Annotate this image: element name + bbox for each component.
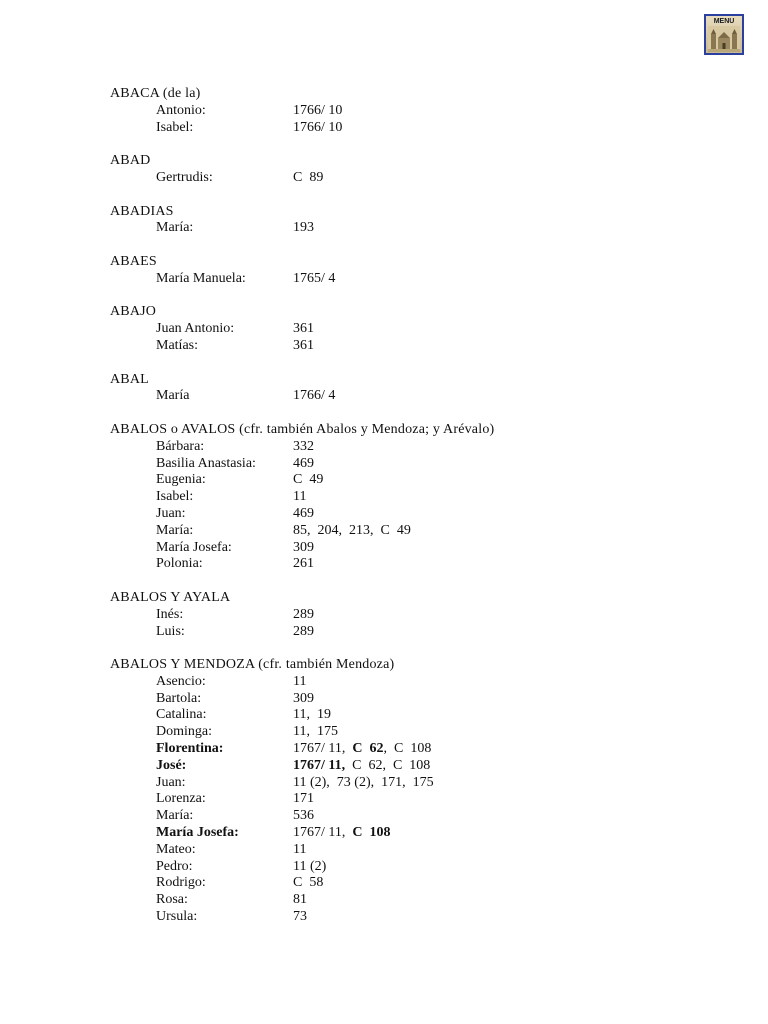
- given-name: Ursula:: [156, 909, 198, 925]
- given-name: Isabel:: [156, 489, 194, 505]
- index-entry: [110, 859, 670, 876]
- given-name: María Manuela:: [156, 270, 246, 286]
- index-entry: [110, 388, 670, 405]
- surname-heading: ABALOS Y AYALA: [110, 589, 231, 605]
- reference-segment: 1766/ 4: [293, 388, 336, 404]
- surname-group: [110, 657, 670, 926]
- surname-group: [110, 304, 670, 354]
- index-entry: [110, 825, 670, 842]
- page-references: [293, 556, 314, 573]
- given-name: María:: [156, 522, 194, 538]
- page-references: [293, 170, 323, 187]
- page-references: [293, 691, 314, 708]
- page-references: [293, 859, 326, 876]
- page-references: [293, 220, 314, 237]
- surname-group: [110, 86, 670, 136]
- page-references: [293, 875, 323, 892]
- index-entry: [110, 691, 670, 708]
- index-entry: [110, 103, 670, 120]
- index-entry: [110, 741, 670, 758]
- page-references: [293, 506, 314, 523]
- page-references: [293, 607, 314, 624]
- reference-segment: 11 (2), 73 (2), 171, 175: [293, 774, 434, 790]
- index-entry: [110, 338, 670, 355]
- reference-segment: 361: [293, 337, 314, 353]
- page-references: [293, 321, 314, 338]
- page-references: [293, 724, 338, 741]
- page-references: [293, 707, 331, 724]
- reference-segment: 536: [293, 808, 314, 824]
- surname-heading: ABALOS Y MENDOZA (cfr. también Mendoza): [110, 657, 395, 673]
- page-references: [293, 825, 391, 842]
- page-references: [293, 103, 342, 120]
- index-entry: [110, 909, 670, 926]
- page-references: [293, 775, 434, 792]
- reference-segment: 469: [293, 505, 314, 521]
- page-references: [293, 808, 314, 825]
- given-name: Matías:: [156, 337, 198, 353]
- index-entry: [110, 321, 670, 338]
- surname-group: [110, 422, 670, 573]
- given-name: Bartola:: [156, 690, 202, 706]
- index-entry: [110, 842, 670, 859]
- page-references: [293, 892, 307, 909]
- reference-segment: 1767/ 11,: [293, 741, 353, 757]
- reference-segment: C 89: [293, 169, 324, 185]
- index-entry: [110, 220, 670, 237]
- reference-segment: 11, 19: [293, 707, 331, 723]
- page-references: [293, 540, 314, 557]
- given-name: María:: [156, 220, 194, 236]
- given-name: Luis:: [156, 623, 185, 639]
- surname-heading: ABACA (de la): [110, 86, 201, 101]
- reference-segment: 11: [293, 841, 307, 857]
- surname-group: [110, 153, 670, 187]
- page-references: [293, 271, 335, 288]
- reference-segment: 332: [293, 438, 314, 454]
- page-references: [293, 758, 430, 775]
- given-name: Juan Antonio:: [156, 321, 235, 337]
- reference-segment: 309: [293, 690, 314, 706]
- index-entry: [110, 439, 670, 456]
- given-name: Juan:: [156, 505, 186, 521]
- reference-segment: , C 108: [383, 741, 432, 757]
- given-name: Eugenia:: [156, 472, 206, 488]
- reference-segment: C 62, C 108: [345, 757, 431, 773]
- index-entry: [110, 523, 670, 540]
- page-references: [293, 842, 306, 859]
- reference-segment: 11: [293, 673, 307, 689]
- page-references: [293, 674, 306, 691]
- reference-segment: 289: [293, 606, 314, 622]
- menu-label: MENU: [713, 18, 735, 25]
- reference-segment: 85, 204, 213, C 49: [293, 522, 411, 538]
- index-entry: [110, 791, 670, 808]
- reference-segment: 1767/ 11,: [293, 825, 353, 841]
- index-entry: [110, 506, 670, 523]
- index-entry: [110, 607, 670, 624]
- page-references: [293, 120, 342, 137]
- index-entry: [110, 808, 670, 825]
- page-references: [293, 909, 307, 926]
- surname-index: [110, 86, 670, 926]
- page-references: [293, 791, 314, 808]
- reference-segment: 469: [293, 455, 314, 471]
- given-name: Polonia:: [156, 556, 203, 572]
- reference-segment: 361: [293, 321, 314, 337]
- index-entry: [110, 758, 670, 775]
- surname-group: [110, 204, 670, 238]
- index-entry: [110, 556, 670, 573]
- index-entry: [110, 170, 670, 187]
- reference-segment: 309: [293, 539, 314, 555]
- given-name: Pedro:: [156, 858, 193, 874]
- index-entry: [110, 724, 670, 741]
- surname-group: [110, 590, 670, 640]
- given-name: Asencio:: [156, 673, 206, 689]
- index-entry: [110, 775, 670, 792]
- reference-segment: 73: [293, 909, 307, 925]
- index-entry: [110, 624, 670, 641]
- page-references: [293, 472, 323, 489]
- reference-segment: 1766/ 10: [293, 102, 343, 118]
- index-entry: [110, 456, 670, 473]
- given-name: María:: [156, 808, 194, 824]
- page-references: [293, 456, 314, 473]
- index-entry: [110, 271, 670, 288]
- reference-segment: 11: [293, 489, 307, 505]
- reference-segment: 261: [293, 556, 314, 572]
- page-references: [293, 624, 314, 641]
- surname-heading: ABADIAS: [110, 203, 174, 219]
- reference-segment: C 108: [352, 825, 391, 841]
- given-name: Bárbara:: [156, 438, 205, 454]
- page-references: [293, 338, 314, 355]
- reference-segment: C 49: [293, 472, 324, 488]
- given-name: Isabel:: [156, 119, 194, 135]
- reference-segment: 81: [293, 892, 307, 908]
- reference-segment: 193: [293, 220, 314, 236]
- given-name: Antonio:: [156, 102, 206, 118]
- reference-segment: 11, 175: [293, 724, 338, 740]
- given-name: Inés:: [156, 606, 184, 622]
- given-name: Juan:: [156, 774, 186, 790]
- index-entry: [110, 120, 670, 137]
- reference-segment: C 62: [352, 741, 384, 757]
- given-name: Rosa:: [156, 892, 188, 908]
- reference-segment: 11 (2): [293, 858, 327, 874]
- reference-segment: 289: [293, 623, 314, 639]
- reference-segment: 1765/ 4: [293, 270, 336, 286]
- page-references: [293, 388, 335, 405]
- reference-segment: C 58: [293, 875, 324, 891]
- index-entry: [110, 875, 670, 892]
- given-name: Basilia Anastasia:: [156, 455, 256, 471]
- surname-heading: ABAJO: [110, 304, 157, 320]
- page-references: [293, 439, 314, 456]
- given-name: María Josefa:: [156, 825, 239, 841]
- surname-group: [110, 372, 670, 406]
- given-name: Rodrigo:: [156, 875, 206, 891]
- surname-group: [110, 254, 670, 288]
- given-name: Florentina:: [156, 741, 224, 757]
- index-entry: [110, 540, 670, 557]
- given-name: María Josefa:: [156, 539, 232, 555]
- index-entry: [110, 892, 670, 909]
- given-name: Dominga:: [156, 724, 212, 740]
- index-entry: [110, 674, 670, 691]
- surname-heading: ABAD: [110, 153, 151, 169]
- given-name: José:: [156, 757, 187, 773]
- given-name: Mateo:: [156, 841, 196, 857]
- reference-segment: 1766/ 10: [293, 119, 343, 135]
- surname-heading: ABALOS o AVALOS (cfr. también Abalos y Mendoza; y Arévalo): [110, 421, 495, 437]
- index-entry: [110, 472, 670, 489]
- page-references: [293, 741, 431, 758]
- given-name: Gertrudis:: [156, 169, 213, 185]
- menu-button[interactable]: [704, 14, 744, 55]
- surname-heading: ABAES: [110, 253, 157, 269]
- surname-heading: ABAL: [110, 371, 149, 387]
- reference-segment: 1767/ 11,: [293, 757, 346, 773]
- given-name: María: [156, 388, 190, 404]
- page-references: [293, 523, 411, 540]
- index-entry: [110, 489, 670, 506]
- page-references: [293, 489, 306, 506]
- given-name: Catalina:: [156, 707, 207, 723]
- cathedral-icon: [708, 26, 740, 52]
- index-entry: [110, 707, 670, 724]
- reference-segment: 171: [293, 791, 314, 807]
- given-name: Lorenza:: [156, 791, 206, 807]
